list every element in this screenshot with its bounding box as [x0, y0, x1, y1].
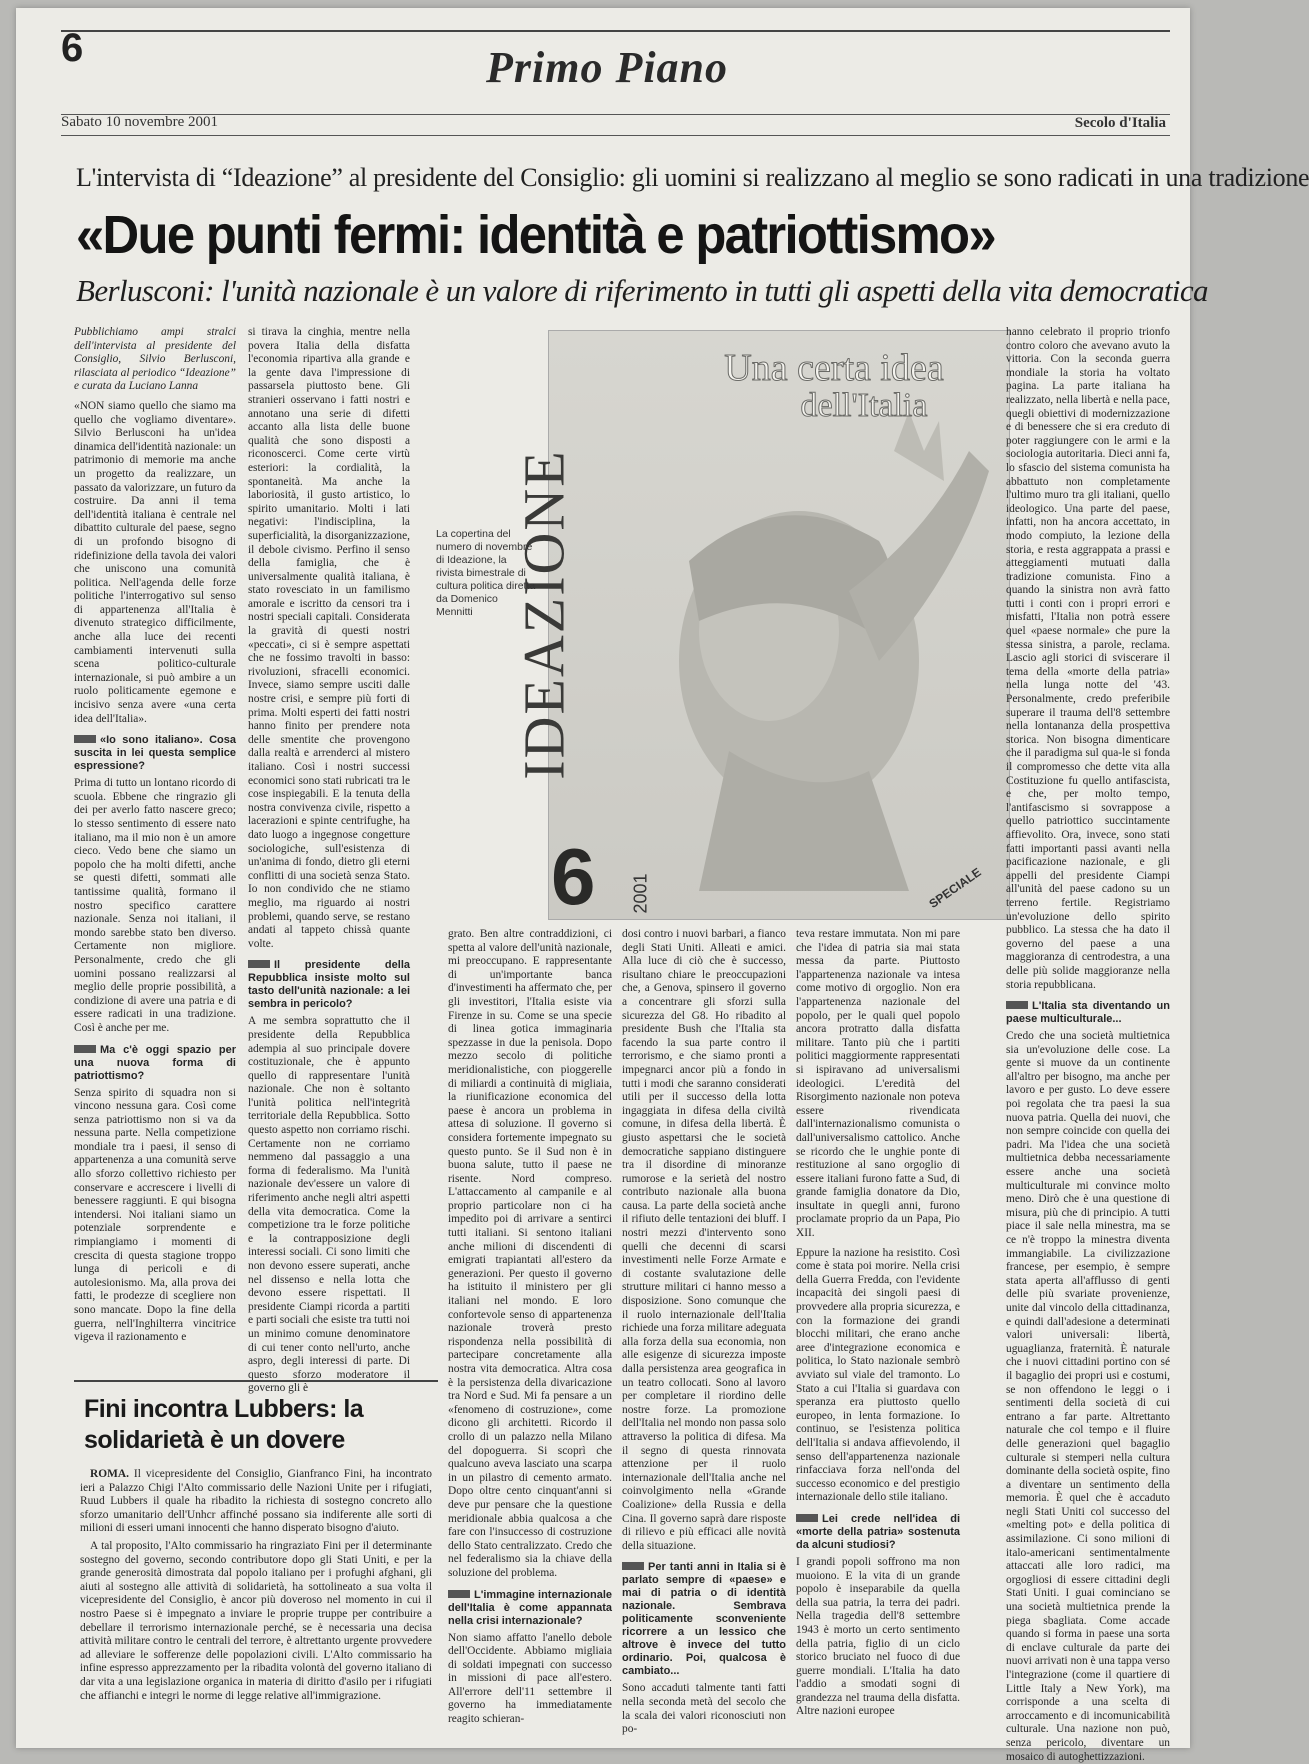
top-rule [61, 30, 1170, 32]
section-title: Primo Piano [486, 43, 729, 92]
interview-question: Lei crede nell'idea di «morte della patria» sostenuta da alcuni studiosi? [796, 1512, 960, 1551]
question-marker [448, 1590, 470, 1598]
question-marker [796, 1514, 818, 1522]
article-column-4 [622, 928, 786, 1736]
cover-issue-number: 6 [551, 832, 596, 921]
article-column-2 [248, 326, 410, 1395]
interview-question: L'immagine internazionale dell'Italia è come appannata nella crisi internazionale? [448, 1588, 612, 1627]
question-marker [74, 735, 96, 743]
article-paragraph: «NON siamo quello che siamo ma quello che vogliamo diventare». Silvio Berlusconi ha un'idea dinamica dell'identità nazionale: un patrimonio di memorie ma anche un progetto da realizzare, un passato da valorizzare, un futuro da costruire. Da anni il tema dell'identità italiana è centrale nel dibattito culturale del paese, segno di un profondo bisogno di ridefinizione della tavola dei valori che uniscono una comunità politica. Nell'agenda delle forze politiche l'interrogativo sul senso di appartenenza all'Italia è divenuto strategico difficilmente, anche alla luce dei recenti cambiamenti intervenuti sulla scena politico-culturale internazionale, si può ambire a un ruolo politicamente egemone e incisivo senza avere «una certa idea dell'Italia». [74, 399, 236, 725]
photo-caption: La copertina del numero di novembre di Ideazione, la rivista bimestrale di cultura politica diretta da Domenico Mennitti [436, 528, 536, 618]
page-number: 6 [61, 26, 84, 70]
sidebar-paragraph: A tal proposito, l'Alto commissario ha ringraziato Fini per il determinante sostegno del governo, secondo contributore dopo gli Stati Uniti, e per la grande generosità dimostrata dal popolo italiano per i profughi afghani, gli aiuti al sostegno alle attività di solidarietà, ha sottolineato a sua volta il vicepresidente del Consiglio, è ancor più doveroso nel momento in cui il nostro Paese si è impegnato a inviare le proprie truppe per contribuire a debellare il terrorismo internazionale perché, se è necessaria una decisa attività militare contro le centrali del terrore, è altrettanto urgente provvedere ad alleviare le sofferenze delle popolazioni civili. L'Alto commissario ha infine espresso apprezzamento per la ribadita volontà del governo italiano di dar vita a una legislazione organica in materia di diritto d'asilo per i rifugiati che affianchi e integri le norme di legge relative all'immigrazione. [80, 1539, 432, 1702]
article-column-6 [1006, 326, 1170, 1763]
cover-title-line-1: Una certa idea [724, 347, 944, 389]
article-paragraph: Senza spirito di squadra non si vincono nessuna gara. Così come senza patriottismo non si va da nessuna parte. Nella competizione mondiale tra i paesi, il senso di appartenenza a una comunità serve allo sforzo collettivo richiesto per conservare e accrescere i livelli di benessere raggiunti. E qui bisogna intendersi. Noi italiani siamo un potenziale sorprendente e rimpiangiamo i momenti di crescita di questa stagione troppo lunga di pericoli e di autolesionismo. Ma, alla prova dei fatti, le prodezze di scegliere non sono mancate. Dopo la fine della guerra, nell'Inghilterra vincitrice vigeva il razionamento e [74, 1086, 236, 1344]
question-marker [622, 1562, 644, 1570]
article-subhead: Berlusconi: l'unità nazionale è un valore di riferimento in tutti gli aspetti della vita democratica [76, 273, 1208, 308]
sidebar-body [80, 1468, 432, 1703]
cover-badge: SPECIALE [926, 865, 984, 911]
interview-question: Per tanti anni in Italia si è parlato sempre di «paese» e mai di patria o di identità nazionale. Sembrava politicamente sconveniente ricorrere a un lessico che altrove è invece del tutto ordinario. Poi, qualcosa è cambiato... [622, 1561, 786, 1678]
cover-title [669, 349, 999, 425]
sidebar-dateline: ROMA. [90, 1468, 129, 1480]
article-column-1 [74, 326, 236, 1352]
issue-date: Sabato 10 novembre 2001 [61, 114, 219, 130]
sidebar-paragraph: ROMA. Il vicepresidente del Consiglio, Gianfranco Fini, ha incontrato ieri a Palazzo Chigi l'Alto commissario delle Nazioni Unite per i rifugiati, Ruud Lubbers il quale ha ribadito la richiesta di sostegno concreto allo sforzo umanitario dell'Unhcr affinché possano sia indiferente alle sorti di milioni di esseri umani innocenti che hanno disperato bisogno d'aiuto. [80, 1468, 433, 1535]
article-paragraph: A me sembra soprattutto che il presidente della Repubblica adempia al suo principale dovere costituzionale, che è appunto quello di rappresentare l'unità nazionale. Che non è soltanto l'unità politica nell'integrità territoriale della Repubblica. Sotto questo aspetto non corriamo rischi. Certamente non ne corriamo nemmeno dal passaggio a una forma di federalismo. Ma l'unità nazionale dev'essere un valore di riferimento anche negli altri aspetti della vita democratica. Come la competizione tra le forze politiche e la contrapposizione degli interessi sociali. Ci sono limiti che non devono essere superati, anche nel dissenso e nella lotta che devono essere rispettati. Il presidente Ciampi ricorda a partiti e parti sociali che esiste tra tutti noi un minimo comune denominatore di cui tener conto nell'urto, anche aspro, degli interessi di parte. Di questo sforzo moderatore il governo gli è [248, 1015, 410, 1395]
newspaper-name: Secolo d'Italia [1074, 115, 1166, 131]
article-paragraph: si tirava la cinghia, mentre nella povera Italia della disfatta l'economia ripartiva alla grande e la gente dava l'impressione di passarsela piuttosto bene. Gli stranieri osservano i fatti nostri e annotano una serie di difetti accanto alla lista delle buone qualità che sono disposti a riconoscerci. Come certe virtù esteriori: la cordialità, la spontaneità. Ma anche la laboriosità, il gusto artistico, lo spirito umanitario. Molti i lati negativi: l'indisciplina, la superficialità, la disorganizzazione, il debole civismo. Perfino il senso della famiglia, che è universalmente qualità italiana, è stato rovesciato in un familismo amorale e iscritto da censori tra i nostri speciali capitali. Considerata la gravità di questi nostri «peccati», ci si è sempre aspettati che ne fossimo travolti in basso: rivoluzioni, sfracelli economici. Invece, siamo sempre usciti dalle nostre crisi, e sempre più forti di prima. Molti esperti dei fatti nostri hanno finito per prendere nota delle smentite che provengono dalla realtà e arrenderci al mistero italiano. Così i nostri successi economici sono stati rubricati tra le cose inspiegabili. E la tenuta della nostra convivenza civile, rispetto a lacerazioni e spinte centrifughe, ha dato luogo a ingegnose congetture sociologiche, sull'esistenza di un'anima di fondo, dietro gli eterni conflitti di una società senza Stato. Io non condivido che ne stiamo meglio, ma riguardo ai nostri problemi, quando serve, se restano andati al tappeto chissà quante volte. [248, 326, 410, 950]
cover-magazine-name: IDEAZIONE [511, 449, 577, 780]
article-kicker: L'intervista di “Ideazione” al presidente del Consiglio: gli uomini si realizzano al meglio se sono radicati in una tradizione [76, 163, 1309, 192]
article-paragraph: dosi contro i nuovi barbari, a fianco degli Stati Uniti. Alleati e amici. Alla luce di ciò che è successo, risultano chiare le preoccupazioni che, a Genova, spinsero il governo a concentrare gli sforzi sulla sicurezza del G8. Ho ribadito al presidente Bush che l'Italia sta facendo la sua parte contro il terrorismo, e che siamo pronti a impegnarci ancor più a fondo in tutti i modi che saranno considerati utili per il successo della lotta ingaggiata in difesa della civiltà comune, in difesa della libertà. È giusto aspettarsi che le società democratiche sappiano distinguere tra il disordine di minoranze rumorose e la serietà del nostro contributo nazionale alla buona causa. La parte della società anche il rifiuto delle tentazioni dei bluff. I nostri mezzi d'intervento sono quelli che decenni di scarsi investimenti nelle Forze Armate e di costante svalutazione delle strutture militari ci hanno messo a disposizione. Sono comunque che il ruolo internazionale dell'Italia richiede una forza militare adeguata alla forza della sua economia, non alle esigenze di sicurezza imposte dalla persistenza area geografica in un teatro collocati. Sono al lavoro per completare il riordino delle nostre forze. La promozione dell'Italia nel mondo non passa solo attraverso la politica di difesa. Ma il segno di questa rinnovata attenzione per il ruolo internazionale dell'Italia anche nel coinvolgimento nella «Grande Coalizione» della Russia e della Cina. Il governo saprà dare risposte di rilievo e più efficaci alle novità della situazione. [622, 928, 786, 1552]
cover-year: 2001 [630, 873, 651, 914]
interview-question: Il presidente della Repubblica insiste molto sul tasto dell'unità nazionale: a lei sembra in pericolo? [248, 959, 410, 1011]
question-marker [1006, 1001, 1028, 1009]
sidebar-headline: Fini incontra Lubbers: la solidarietà è un dovere [84, 1395, 364, 1454]
article-paragraph: I grandi popoli soffrono ma non muoiono. E la vita di un grande popolo è inseparabile da quella della sua patria, la terra dei padri. Nella tragedia dell'8 settembre 1943 è morto un certo sentimento della patria, figlio di un ciclo storico bruciato nel fuoco di due guerre mondiali. L'Italia ha dato l'addio a smodati sogni di grandezza nel trauma della disfatta. Altre nazioni europee [796, 1555, 960, 1718]
interview-question: Ma c'è oggi spazio per una nuova forma di patriottismo? [74, 1043, 236, 1082]
article-column-5 [796, 928, 960, 1732]
sidebar-news-box [74, 1380, 438, 1734]
question-marker [248, 960, 270, 968]
article-paragraph: teva restare immutata. Non mi pare che l'idea di patria sia mai stata messa da parte. Piuttosto l'appartenenza nazionale va intesa come motivo di orgoglio. Non era l'appartenenza nazionale del popolo, per le quali quel popolo ancora protratto dalla disfatta militare. Tanto più che i partiti politici maggiormente rappresentati si ispiravano ad universalismi ideologici. L'eredità del Risorgimento nazionale non poteva essere rivendicata dall'internazionalismo comunista o dall'universalismo cattolico. Anche se ricordo che le unghie ponte di restituzione al sano orgoglio di essere italiani furono fatte a Sud, di grande famiglia donatore da Dio, insultate in quegli anni, furono proclamate proprio da un Papa, Pio XII. [796, 928, 960, 1240]
article-paragraph: Credo che una società multietnica sia un'evoluzione delle cose. La gente si muove da un continente all'altro per bisogno, ma anche per lavoro e per gusto. Lo deve essere poi regolata che tra paesi la sua nuova patria. Quella dei nuovi, che non sempre coincide con quella dei padri. Ma l'idea che una società multietnica debba necessariamente essere anche una società multiculturale mi convince molto meno. Dirò che è una questione di misura, più che di principio. A tutti piace il sale nella minestra, ma se ce n'è troppo la minestra diventa immangiabile. La civilizzazione francese, per esempio, è sempre stata aperta all'afflusso di genti delle più svariate provenienze, unite dal vincolo della cittadinanza, e quindi dall'adesione a determinati valori universali: libertà, uguaglianza, fraternità. È naturale che i nuovi cittadini portino con sé il bagaglio dei propri usi e costumi, se non offendono le leggi o i sentimenti della società di cui entrano a far parte. Altrettanto naturale che col tempo e il fluire delle generazioni quel bagaglio culturale si stemperi nella cultura dominante della società ospite, fino a diventare un sentimento della memoria. È quel che è accaduto negli Stati Uniti col successo del «melting pot» e della politica di assimilazione. Ci sono milioni di italo-americani sentimentalmente attaccati alle loro radici, ma orgogliosi di essere cittadini degli Stati Uniti. I guai cominciano se una società multietnica prende la piega sbagliata. Come accade quando si forma in paese una sorta di enclave culturale da parte dei nuovi arrivati non è una tappa verso l'integrazione (come il quartiere di Little Italy a New York), ma corrisponde a una scelta di arroccamento e di incomunicabilità culturale. Una nazione non può, senza pericolo, diventare un mosaico di autoghettizzazioni. [1006, 1030, 1170, 1763]
article-paragraph: grato. Ben altre contraddizioni, ci spetta al valore dell'unità nazionale, mi preoccupano. E rappresentante di un'importante banca d'investimenti ha affermato che, per gli investitori, l'Italia esiste via Firenze in su. Come se una specie di linea gotica immaginaria spezzasse in due la penisola. Dopo mezzo secolo di politiche meridionalistiche, con pioggerelle di miliardi a continuità di migliaia, la riunificazione economica del paese è ancora un problema in attesa di soluzione. Il governo si considera fortemente impegnato su questo punto. Se il Sud non è in buona salute, tutto il paese ne risente. Nord compreso. L'attaccamento al campanile e al proprio particolare non ci ha impedito poi di arrivare a sentirci tutti italiani. Si sentono italiani anche milioni di discendenti di emigrati trapiantati all'estero da generazioni. Per questo il governo ha istituito il ministero per gli italiani nel mondo. E loro confortevole senso di appartenenza nazionale troverà presto rispondenza nella possibilità di partecipare concretamente alla nostra vita democratica. Altra cosa è la persistenza della divaricazione tra Nord e Sud. Mi fa pensare a un «fenomeno di costruzione», come dicono gli architetti. Ricordo il crollo di un palazzo nella Milano del dopoguerra. Si scoprì che qualcuno aveva lasciato una scarpa in un pilastro di cemento armato. Dopo oltre cento cinquant'anni si deve pur pensare che la questione meridionale abbia qualcosa a che fare con l'insuccesso di costruzione dello Stato centralizzato. Credo che nel federalismo sia la chiave della soluzione del problema. [448, 928, 612, 1579]
interview-question: «Io sono italiano». Cosa suscita in lei questa semplice espressione? [74, 734, 236, 773]
dateline-rule [61, 114, 1170, 136]
newspaper-page [16, 8, 1309, 1763]
article-paragraph: hanno celebrato il proprio trionfo contro coloro che avevano avuto la vittoria. Con la seconda guerra mondiale la storia ha voltato pagina. La parte italiana ha realizzato, nella libertà e nella pace, quegli obiettivi di modernizzazione e di benessere che si era creduto di poter raggiungere con le armi e la sociologia autoritaria. Dieci anni fa, lo sfascio del sistema comunista ha abbattuto non completamente l'ultimo muro tra gli italiani, quello ideologico. Una parte del paese, infatti, non ha ancora accettato, in modo compiuto, la lezione della storia, e resta aggrappata a prassi e atteggiamenti mutuati dalla tradizione comunista. Fino a quando la sinistra non avrà fatto tutti i conti con i propri errori e misfatti, l'Italia non potrà essere quel «paese normale» che pure la stessa sinistra, a parole, reclama. Lascio agli storici di sviscerare il tema della «morte della patria» nella lunga notte del '43. Personalmente, credo preferibile superare il trauma dell'8 settembre nella lontananza della prospettiva storica. Non bisogna dimenticare che il paradigma sul qua-le si fonda il compromesso che dette vita alla Costituzione fu quello antifascista, e che, per molto tempo, l'antifascismo si sovrappose a quello patriottico succintamente affievolito. Ora, invece, sono stati fatti importanti passi avanti nella pacificazione nazionale, e gli appelli del presidente Ciampi all'unità del paese cadono su un terreno fertile. Registriamo un'evoluzione dello spirito pubblico. La stessa che ha dato il governo del paese a una maggioranza di centrodestra, a una delle più solide maggioranze nella storia repubblicana. [1006, 326, 1170, 991]
article-paragraph: Prima di tutto un lontano ricordo di scuola. Ebbene che ringrazio gli dei per averlo fatto nascere greco; lo stesso sentimento di essere nato italiano, ma il mio non è un amore cieco. Vedo bene che siamo un popolo che ha molti difetti, anche se questi difetti, sommati alle tantissime qualità, formano il nostro specifico carattere nazionale. Senza noi italiani, il mondo sarebbe stato ben diverso. Certamente non migliore. Personalmente, credo che gli uomini possano realizzarsi al meglio delle proprie possibilità, a condizione di avere una patria e di essere radicati in una tradizione. Così è anche per me. [74, 777, 236, 1034]
article-paragraph: Non siamo affatto l'anello debole dell'Occidente. Abbiamo migliaia di soldati impegnati con successo in missioni di pace all'estero. All'errore dell'11 settembre il governo ha immediatamente reagito schieran- [448, 1631, 612, 1726]
article-intro: Pubblichiamo ampi stralci dell'intervista al presidente del Consiglio, Silvio Berlusconi, rilasciata al periodico “Ideazione” e curata da Luciano Lanna [74, 326, 236, 393]
article-column-3 [448, 928, 612, 1732]
article-paragraph: Eppure la nazione ha resistito. Così come è stata poi morire. Nella crisi della Guerra Fredda, con l'evidente incapacità dei singoli paesi di provvedere alla propria sicurezza, e con la formazione dei grandi blocchi militari, che erano anche aree d'integrazione economica e politica, lo Stato nazionale sembrò avviato sul viale del tramonto. Lo Stato a cui l'Italia si guardava con speranza era piuttosto quello europeo, in lenta formazione. Io continuo, se l'esistenza politica dell'Italia si andava affievolendo, il senso dell'appartenenza nazionale rinfacciava forza nell'onda del successo economico e del prestigio internazionale dello stile italiano. [796, 1246, 960, 1504]
magazine-cover-image [511, 330, 1010, 921]
cover-title-line-2: dell'Italia [800, 387, 928, 424]
question-marker [74, 1045, 96, 1053]
article-headline: «Due punti fermi: identità e patriottismo» [76, 205, 995, 265]
interview-question: L'Italia sta diventando un paese multiculturale... [1006, 1000, 1170, 1026]
article-paragraph: Sono accaduti talmente tanti fatti nella seconda metà del secolo che la scala dei valori riconosciuti non po- [622, 1682, 786, 1736]
